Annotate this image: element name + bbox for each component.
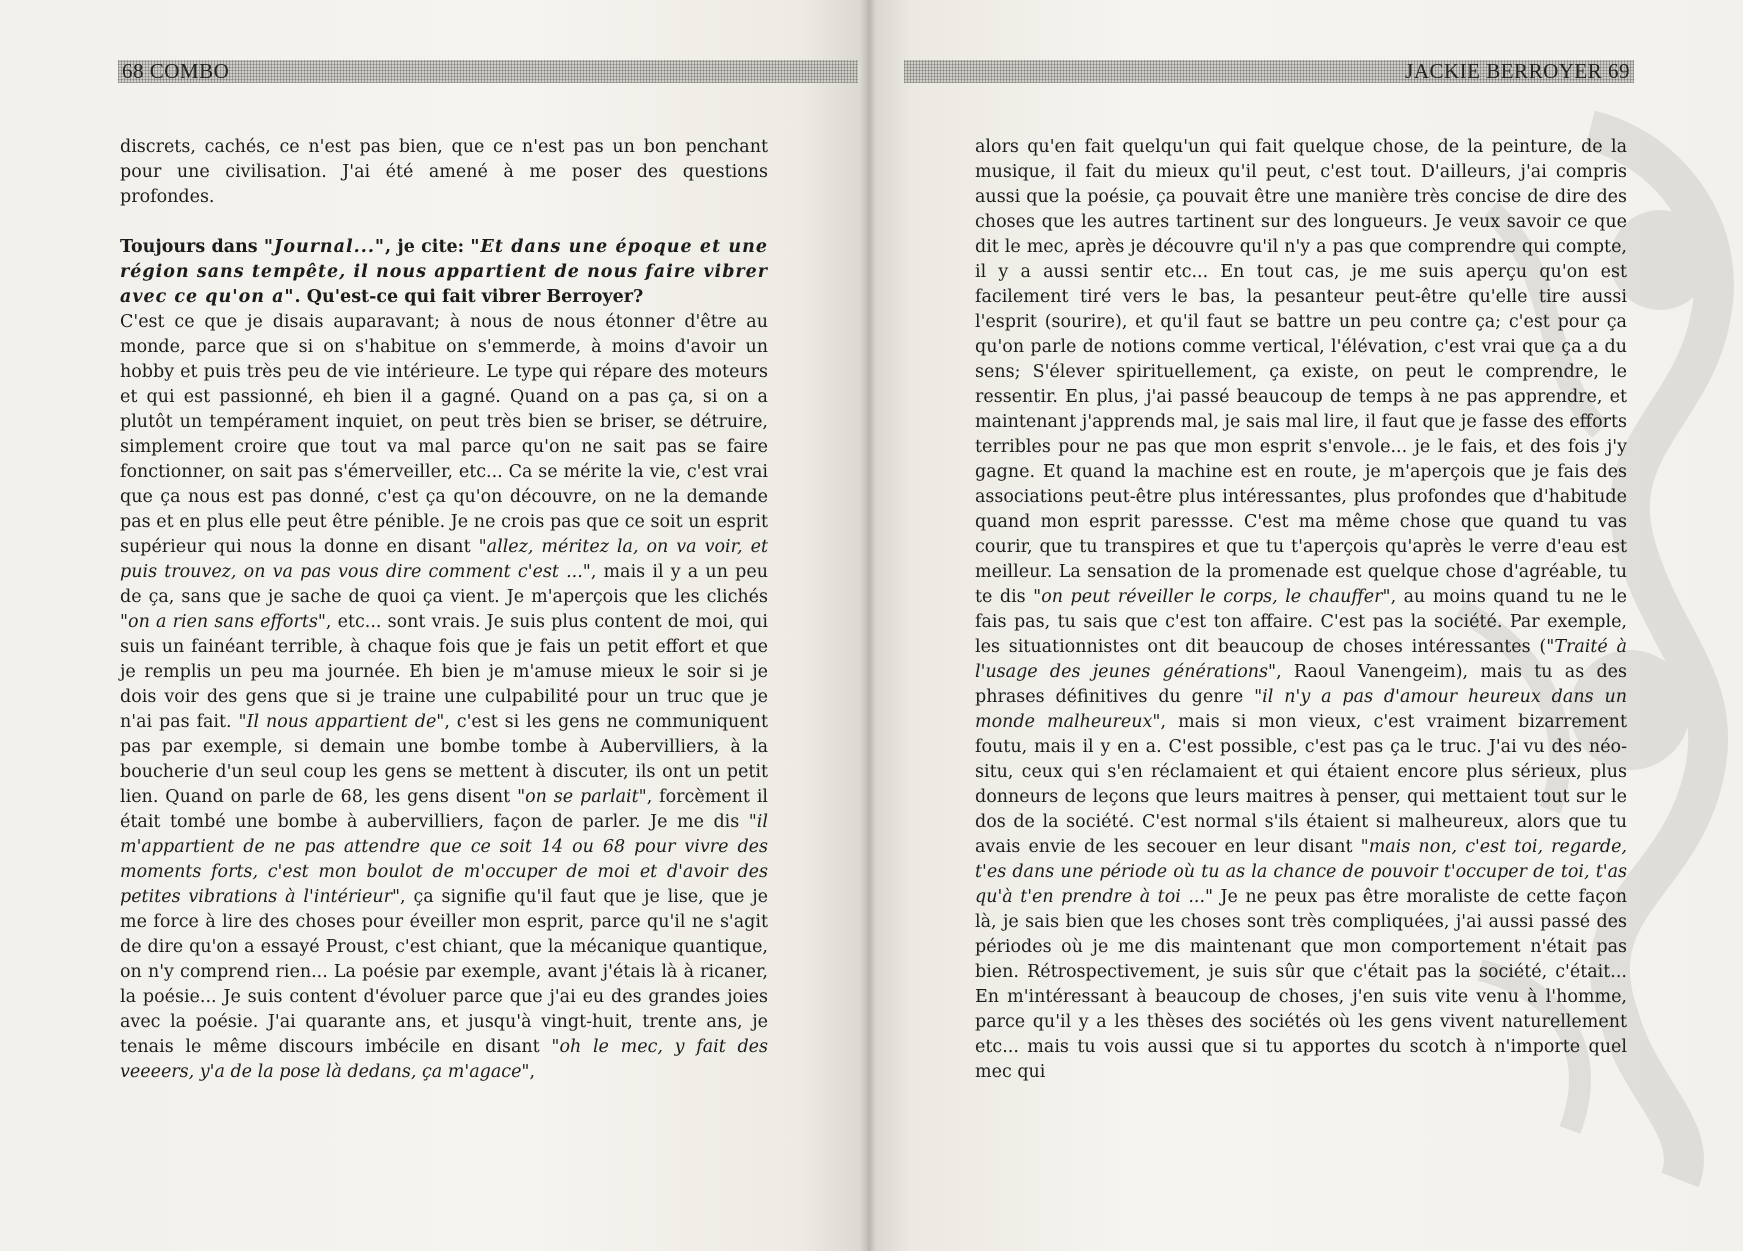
answer-quote: "on se parlait" xyxy=(517,787,647,807)
answer-quote: "Il nous appartient de" xyxy=(238,712,445,732)
answer-text: , au moins quand tu ne le fais pas, tu sais que c'est ton affaire. C'est pas la société. Par exemple, les situationnistes ont dit beaucoup de choses intéressantes ( xyxy=(975,587,1628,657)
answer-quote: "on peut réveiller le corps, le chauffer" xyxy=(1033,587,1391,607)
question-pre: Toujours dans xyxy=(120,237,264,257)
running-head-left-text: 68 COMBO xyxy=(122,59,230,83)
question-title: "Journal..." xyxy=(263,237,386,257)
answer-text: alors qu'en fait quelqu'un qui fait quelque chose, de la peinture, de la musique, il fait du mieux qu'il peut, c'est tout. D'ailleurs, j'ai compris aussi que la poésie, ça pouvait être une manière très concise de dire des choses que les autres tartinent sur des longueurs. Je veux savoir ce que dit le mec, après je découvre qu'il n'y a pas que comprendre qui compte, il y a aussi sentir etc... En tout cas, je me suis aperçu qu'on est facilement tiré vers le bas, la pesanteur peut-être qu'elle tire aussi l'esprit (sourire), et qu'il faut se battre un peu contre ça; c'est pour ça qu'on parle de notions comme vertical, l'élévation, c'est vrai que ça a du sens; S'élever spirituellement, ça existe, on peut le comprendre, le ressentir. En plus, j'ai passé beaucoup de temps à ne pas apprendre, et maintenant j'apprends mal, je sais mal lire, il faut que je fasse des efforts terribles pour ne pas que mon esprit s'envole... je le fais, et des fois j'y gagne. Et quand la machine est en route, je m'aperçois que je fais des associations peut-être plus intéressantes, plus profondes que d'habitude quand mon esprit paressse. C'est ma même chose que quand tu vas courir, que tu transpires et que tu t'aperçois qu'après le verre d'eau est meilleur. La sensation de la promenade est quelque chose d'agréable, tu te dis xyxy=(975,137,1627,607)
answer-text: , c'est si les gens ne communiquent pas par exemple, si demain une bombe tombe à Aubervilliers, à la boucherie d'un seul coup les gens se mettent à discuter, ils ont un petit lien. Quand on parle de 68, les gens disent xyxy=(120,712,768,807)
interview-question xyxy=(120,235,768,310)
answer-text: , Raoul Vanengeim), mais tu as des phrases définitives du genre xyxy=(975,662,1627,707)
answer-quote: "il n'y a pas d'amour heureux dans un monde malheureux" xyxy=(975,687,1627,732)
answer-text: , xyxy=(529,1062,536,1082)
answer-text: , mais il y a un peu de ça, sans que je sache de quoi ça vient. Je m'aperçois que les clichés xyxy=(120,562,768,607)
answer-text: , etc... sont vrais. Je suis plus content de moi, qui suis un fainéant terrible, à chaque fois que je fais un petit effort et que je remplis un peu ma journée. Eh bien je m'amuse mieux le soir si je dois voir des gens que si je traine une culpabilité pour un truc que je n'ai pas fait. xyxy=(120,612,769,732)
answer-quote: "allez, méritez la, on va voir, et puis trouvez, on va pas vous dire comment c'est ..." xyxy=(120,537,768,582)
left-paragraph-2 xyxy=(120,310,768,1085)
question-quote: "Et dans une époque et une région sans tempête, il nous appartient de nous faire vibrer avec ce qu'on a" xyxy=(120,237,769,307)
book-gutter xyxy=(860,0,876,1251)
answer-text: , ça signifie qu'il faut que je lise, que je me force à lire des choses pour éveiller mon esprit, parce qu'il ne s'agit de dire qu'on a essayé Proust, c'est chiant, que la mécanique quantique, on n'y comprend rien... La poésie par exemple, avant j'étais là à ricaner, la poésie... Je suis content d'évoluer parce que j'ai eu des grandes joies avec la poésie. J'ai quarante ans, et jusqu'à vingt-huit, trente ans, je tenais le même discours imbécile en disant xyxy=(120,887,768,1057)
answer-text: C'est ce que je disais auparavant; à nous de nous étonner d'être au monde, parce que si on s'habitue on s'emmerde, à moins d'avoir un hobby et puis très peu de vie intérieure. Le type qui répare des moteurs et qui est passionné, eh bien il a gagné. Quand on a pas ça, si on a plutôt un tempérament inquiet, on peut très bien se briser, se détruire, simplement croire que tout va mal parce qu'on ne sait pas se faire fonctionner, on sait pas s'émerveiller, etc... Ca se mérite la vie, c'est vrai que ça nous est pas donné, c'est ça qu'on découvre, on ne la demande pas et en plus elle peut être pénible. Je ne crois pas que ce soit un esprit supérieur qui nous la donne en disant xyxy=(120,312,768,557)
answer-quote: "il m'appartient de ne pas attendre que ce soit 14 ou 68 pour vivre des moments forts, c'est mon boulot de m'occuper de moi et d'avoir des petites vibrations à l'intérieur" xyxy=(120,812,768,907)
left-page-text xyxy=(120,135,768,1085)
answer-quote: "mais non, c'est toi, regarde, t'es dans une période où tu as la chance de pouvoir t'occuper de toi, t'as qu'à t'en prendre à toi ..." xyxy=(975,837,1627,907)
answer-text: , mais si mon vieux, c'est vraiment bizarrement foutu, mais il y en a. C'est possible, c'est pas ça le truc. J'ai vu des néo-situ, ceux qui s'en réclamaient et qui étaient encore plus sérieux, plus donneurs de leçons que leurs maitres à penser, qui mettaient tout sur le dos de la société. C'est normal s'ils étaient si malheureux, alors que tu avais envie de les secouer en leur disant xyxy=(975,712,1627,857)
right-page-text xyxy=(975,135,1627,1085)
running-head-right xyxy=(904,60,1634,83)
answer-quote: "oh le mec, y fait des veeeers, y'a de la pose là dedans, ça m'agace" xyxy=(120,1037,768,1082)
right-paragraph xyxy=(975,135,1627,1085)
question-mid: , je cite: xyxy=(385,237,471,257)
running-head-left xyxy=(118,60,858,83)
answer-text: , forcèment il était tombé une bombe à aubervilliers, façon de parler. Je me dis xyxy=(120,787,769,832)
running-head-right-text: JACKIE BERROYER 69 xyxy=(1405,59,1630,83)
answer-quote: "on a rien sans efforts" xyxy=(120,612,326,632)
answer-text: Je ne peux pas être moraliste de cette façon là, je sais bien que les choses sont très compliquées, j'ai aussi passé des périodes où je me dis maintenant que mon comportement n'était pas bien. Rétrospectivement, je suis sûr que c'était pas la société, c'était... En m'intéressant à beaucoup de choses, j'en suis vite venu à l'homme, parce qu'il y a les thèses des sociétés où les gens vivent naturellement etc... mais tu vois aussi que si tu apportes du scotch à n'importe quel mec qui xyxy=(975,887,1627,1082)
question-post: . Qu'est-ce qui fait vibrer Berroyer? xyxy=(294,287,644,307)
left-paragraph-1: discrets, cachés, ce n'est pas bien, que ce n'est pas un bon penchant pour une civilisation. J'ai été amené à me poser des questions profondes. xyxy=(120,137,768,207)
answer-quote: "Traité à l'usage des jeunes générations" xyxy=(975,637,1627,682)
